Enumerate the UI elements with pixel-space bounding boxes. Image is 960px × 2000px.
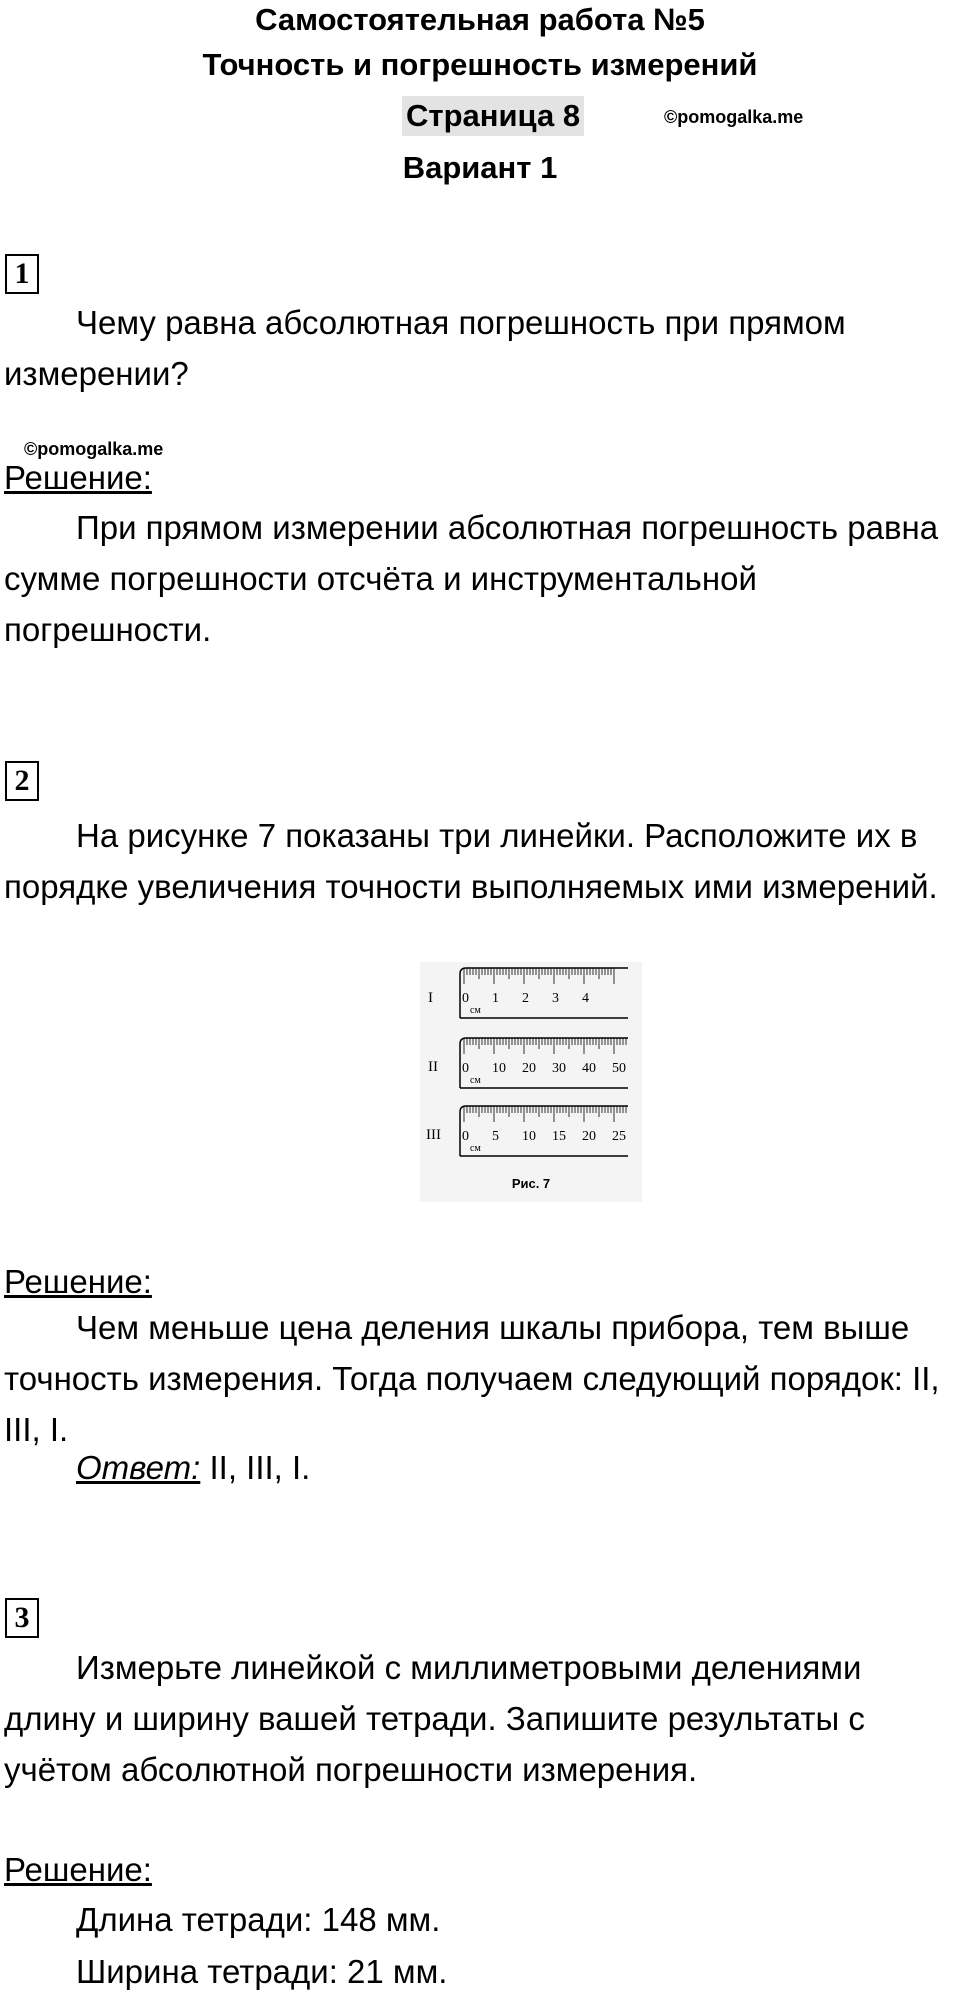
task-1-solution: При прямом измерении абсолютная погрешность равна сумме погрешности отсчёта и инструментальной погрешности. bbox=[4, 509, 939, 648]
task-1-solution-label: Решение: bbox=[4, 459, 152, 496]
ruler-1-tick-label: 3 bbox=[552, 991, 559, 1006]
ruler-2-tick-label: 10 bbox=[492, 1061, 506, 1076]
answer-label: Ответ: bbox=[76, 1449, 201, 1486]
ruler-2-label: II bbox=[428, 1059, 438, 1075]
ruler-2-unit: см bbox=[470, 1075, 481, 1086]
ruler-1-label: I bbox=[428, 990, 433, 1006]
answer-value: II, III, I. bbox=[200, 1449, 311, 1486]
ruler-3-tick-label: 10 bbox=[522, 1129, 536, 1144]
task-2-solution-label: Решение: bbox=[4, 1263, 152, 1300]
watermark-header: ©pomogalka.me bbox=[664, 107, 804, 127]
ruler-3-tick-label: 5 bbox=[492, 1129, 499, 1144]
ruler-3-tick-label: 0 bbox=[462, 1129, 469, 1144]
ruler-1-tick-label: 4 bbox=[582, 991, 589, 1006]
ruler-2-tick-label: 40 bbox=[582, 1061, 596, 1076]
task-2-answer bbox=[76, 1448, 310, 1488]
task-number-2: 2 bbox=[5, 761, 39, 801]
ruler-2-tick-label: 30 bbox=[552, 1061, 566, 1076]
task-3-solution-length: Длина тетради: 148 мм. bbox=[76, 1901, 441, 1938]
ruler-3-label: III bbox=[426, 1127, 441, 1143]
ruler-3-tick-label: 20 bbox=[582, 1129, 596, 1144]
figure-caption: Рис. 7 bbox=[511, 1176, 551, 1191]
ruler-1-tick-label: 2 bbox=[522, 991, 529, 1006]
ruler-2-tick-label: 20 bbox=[522, 1061, 536, 1076]
task-number-3: 3 bbox=[5, 1598, 39, 1638]
ruler-1-unit: см bbox=[470, 1005, 481, 1016]
ruler-1-tick-label: 0 bbox=[462, 991, 469, 1006]
task-number-1: 1 bbox=[5, 254, 39, 294]
ruler-2-tick-label: 0 bbox=[462, 1061, 469, 1076]
worksheet-title: Самостоятельная работа №5 bbox=[255, 2, 705, 37]
watermark-body: ©pomogalka.me bbox=[24, 439, 164, 459]
page-number-badge: Страница 8 bbox=[402, 96, 584, 136]
task-3-solution-label: Решение: bbox=[4, 1851, 152, 1888]
ruler-3-unit: см bbox=[470, 1143, 481, 1154]
ruler-3-tick-label: 25 bbox=[612, 1129, 626, 1144]
task-3-question: Измерьте линейкой с миллиметровыми делениями длину и ширину вашей тетради. Запишите результаты с учётом абсолютной погрешности измерения. bbox=[4, 1649, 865, 1788]
variant-label: Вариант 1 bbox=[402, 150, 558, 185]
ruler-1-tick-label: 1 bbox=[492, 991, 499, 1006]
ruler-2-tick-label: 50 bbox=[612, 1061, 626, 1076]
worksheet-subtitle: Точность и погрешность измерений bbox=[202, 47, 758, 82]
task-1-question: Чему равна абсолютная погрешность при прямом измерении? bbox=[4, 304, 846, 392]
task-2-solution: Чем меньше цена деления шкалы прибора, тем выше точность измерения. Тогда получаем следующий порядок: II, III, I. bbox=[4, 1309, 940, 1448]
task-3-solution-width: Ширина тетради: 21 мм. bbox=[76, 1953, 448, 1990]
task-2-question: На рисунке 7 показаны три линейки. Расположите их в порядке увеличения точности выполняемых ими измерений. bbox=[4, 817, 938, 905]
rulers-figure bbox=[420, 962, 642, 1202]
ruler-3-tick-label: 15 bbox=[552, 1129, 566, 1144]
